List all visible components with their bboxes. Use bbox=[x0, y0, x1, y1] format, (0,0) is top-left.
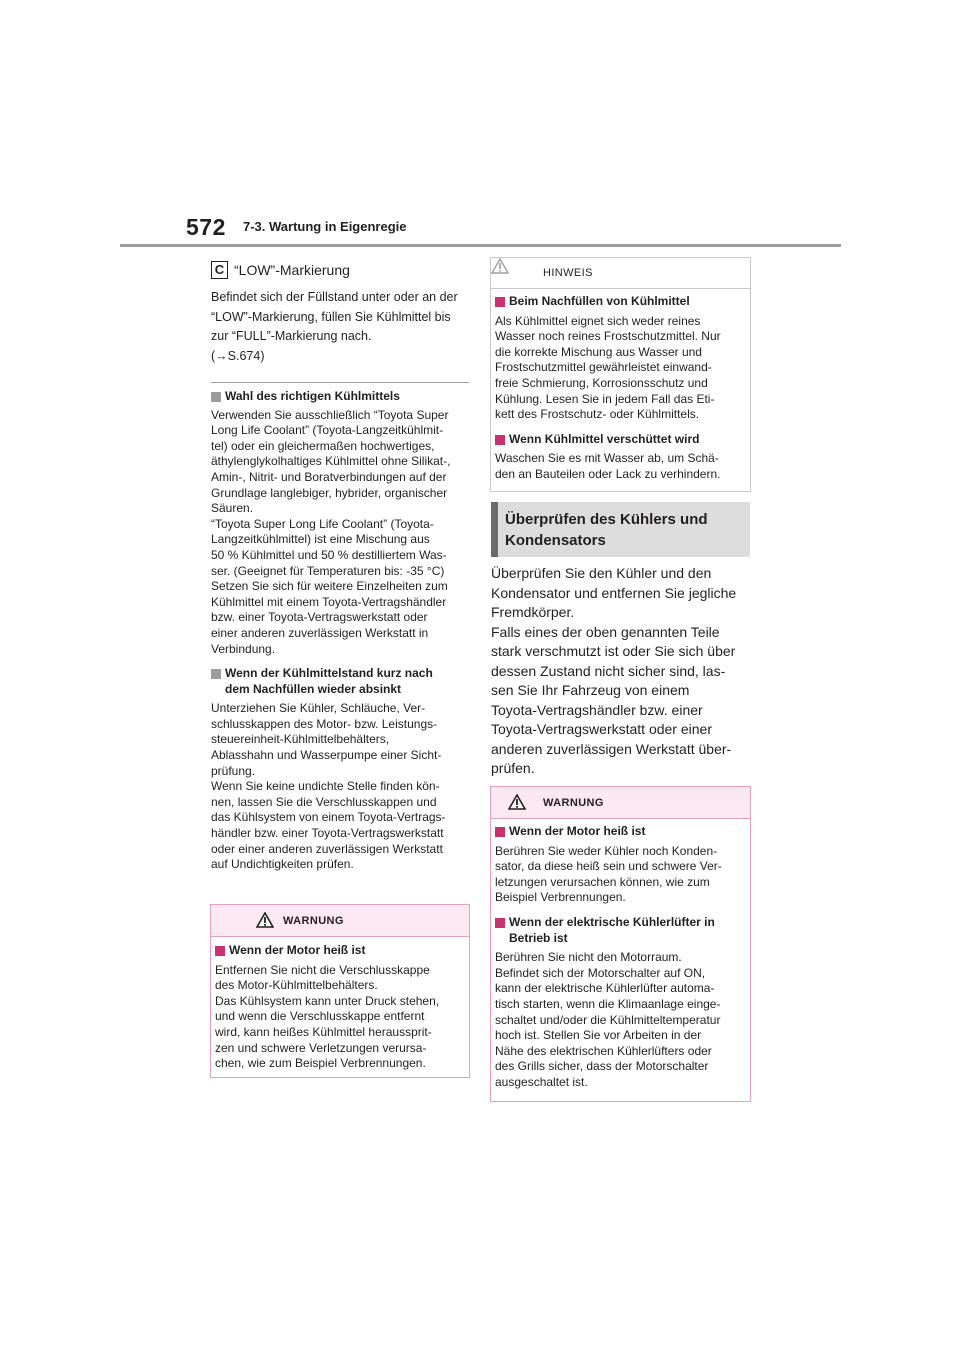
callout-line: Befindet sich der Füllstand unter oder an der bbox=[211, 290, 458, 304]
square-bullet-icon bbox=[211, 669, 221, 679]
note-subheading-refill: Beim Nachfüllen von Kühlmittel bbox=[495, 294, 747, 310]
warning-subheading: Wenn der Motor heiß ist bbox=[215, 943, 465, 959]
subheading-level-drops: Wenn der Kühlmittelstand kurz nach dem Nachfüllen wieder absinkt bbox=[211, 666, 473, 697]
note-subheading-spill: Wenn Kühlmittel verschüttet wird bbox=[495, 432, 747, 448]
callout-line: “LOW”-Markierung, füllen Sie Kühlmittel bis bbox=[211, 309, 451, 324]
warning-label: WARNUNG bbox=[283, 915, 344, 927]
note-header bbox=[491, 258, 750, 289]
note-box bbox=[490, 257, 751, 492]
callout-body bbox=[211, 288, 473, 366]
note-spill-text: Waschen Sie es mit Wasser ab, um Schä- den an Bauteilen oder Lack zu verhindern. bbox=[495, 451, 721, 481]
callout-line: zur “FULL”-Markierung nach. bbox=[211, 329, 372, 343]
warning-triangle-icon bbox=[508, 794, 526, 810]
square-bullet-icon bbox=[495, 297, 505, 307]
header-divider bbox=[120, 244, 841, 247]
square-bullet-icon bbox=[495, 435, 505, 445]
warning-subheading-hot-engine: Wenn der Motor heiß ist bbox=[495, 824, 747, 840]
notice-triangle-icon bbox=[491, 258, 509, 274]
warning-triangle-icon bbox=[256, 912, 274, 928]
note-body bbox=[495, 294, 747, 483]
heading-accent-bar bbox=[491, 502, 498, 557]
square-bullet-icon bbox=[495, 827, 505, 837]
warning-body bbox=[215, 943, 465, 1072]
callout-reference: (→S.674) bbox=[211, 348, 265, 363]
square-bullet-icon bbox=[215, 946, 225, 956]
square-bullet-icon bbox=[495, 918, 505, 928]
square-bullet-icon bbox=[211, 392, 221, 402]
warning-label: WARNUNG bbox=[543, 797, 604, 809]
warning-text: Entfernen Sie nicht die Verschlusskappe des Motor-Kühlmittelbehälters. Das Kühlsystem kann unter Druck stehen, und wenn die Verschlusskappe entfernt wird, kann heißes Kühlmittel heraussprit- zen und schwere Verletzungen verursa- chen, wie zum Beispiel Verbrennungen. bbox=[215, 962, 440, 1071]
subheading-coolant-choice: Wahl des richtigen Kühlmittels bbox=[211, 389, 473, 405]
coolant-choice-text: Verwenden Sie ausschließlich “Toyota Super Long Life Coolant” (Toyota-Langzeitkühlmit- tel) oder ein gleichermaßen hochwertiges, äthylenglykolhaltiges Kühlmittel ohne Silikat-, Amin-, Nitrit- und Boratverbindungen auf der Grundlage langlebiger, hybrider, organischer Säuren. “Toyota Super Long Life Coolant” (Toyota- Langzeitkühlmittel) ist eine Mischung aus 50 % Kühlmittel und 50 % destilliertem Was- ser. (Geeignet für Temperaturen bis: -35 °C) Setzen Sie sich für weitere Einzelheiten zum Kühlmittel mit einem Toyota-Vertragshändler bzw. einer Toyota-Vertragswerkstatt oder einer anderen zuverlässigen Werkstatt in Verbindung. bbox=[211, 407, 451, 656]
section-divider bbox=[211, 382, 469, 383]
warning-fan-text: Berühren Sie nicht den Motorraum. Befindet sich der Motorschalter auf ON, kann der elektrische Kühlerlüfter automa- tisch starten, wenn die Klimaanlage einge- schaltet und/oder die Kühlmitteltemperatur hoch ist. Stellen Sie vor Arbeiten in der Nähe des elektrischen Kühlerlüfters oder des Grills sicher, dass der Motorschalter ausgeschaltet ist. bbox=[495, 950, 721, 1089]
section-title: 7-3. Wartung in Eigenregie bbox=[243, 219, 407, 234]
section-heading bbox=[491, 502, 750, 557]
warning-box-right bbox=[490, 786, 751, 1102]
coolant-info-block bbox=[211, 389, 473, 873]
warning-subheading-fan: Wenn der elektrische Kühlerlüfter in Betrieb ist bbox=[495, 915, 747, 946]
note-refill-text: Als Kühlmittel eignet sich weder reines Wasser noch reines Frostschutzmittel. Nur die korrekte Mischung aus Wasser und Frostschutzmittel gewährleistet einwand- freie Schmierung, Korrosionsschutz und Kühlung. Lesen Sie in jedem Fall das Eti- kett des Frostschutz- oder Kühlmittels. bbox=[495, 313, 721, 422]
warning-hot-engine-text: Berühren Sie weder Kühler noch Konden- sator, da diese heiß sein und schwere Ver- letzungen verursachen können, wie zum Beispiel Verbrennungen. bbox=[495, 843, 722, 905]
callout-marker: C bbox=[211, 261, 228, 279]
warning-header bbox=[491, 787, 750, 819]
warning-body bbox=[495, 824, 747, 1091]
callout-title: “LOW”-Markierung bbox=[234, 262, 350, 278]
radiator-check-text: Überprüfen Sie den Kühler und den Kondensator und entfernen Sie jegliche Fremdkörper. Falls eines der oben genannten Teile stark verschmutzt ist oder Sie sich über dessen Zustand nicht sicher sind, las- sen Sie Ihr Fahrzeug von einem Toyota-Vertragshändler bzw. einer Toyota-Vertragswerkstatt oder einer anderen zuverlässigen Werkstatt über- prüfen. bbox=[491, 565, 737, 776]
level-drops-text: Unterziehen Sie Kühler, Schläuche, Ver- schlusskappen des Motor- bzw. Leistungs- steuereinheit-Kühlmittelbehälters, Ablasshahn und Wasserpumpe einer Sicht- prüfung. Wenn Sie keine undichte Stelle finden kön- nen, lassen Sie die Verschlusskappen und das Kühlsystem von einem Toyota-Vertrags- händler bzw. einer Toyota-Vertragswerkstatt oder einer anderen zuverlässigen Werkstatt auf Undichtigkeiten prüfen. bbox=[211, 701, 446, 872]
warning-box-left bbox=[210, 904, 470, 1078]
page-number: 572 bbox=[186, 214, 226, 240]
note-label: HINWEIS bbox=[543, 267, 593, 279]
section-heading-text: Überprüfen des Kühlers und Kondensators bbox=[505, 511, 708, 549]
warning-header bbox=[211, 905, 469, 937]
